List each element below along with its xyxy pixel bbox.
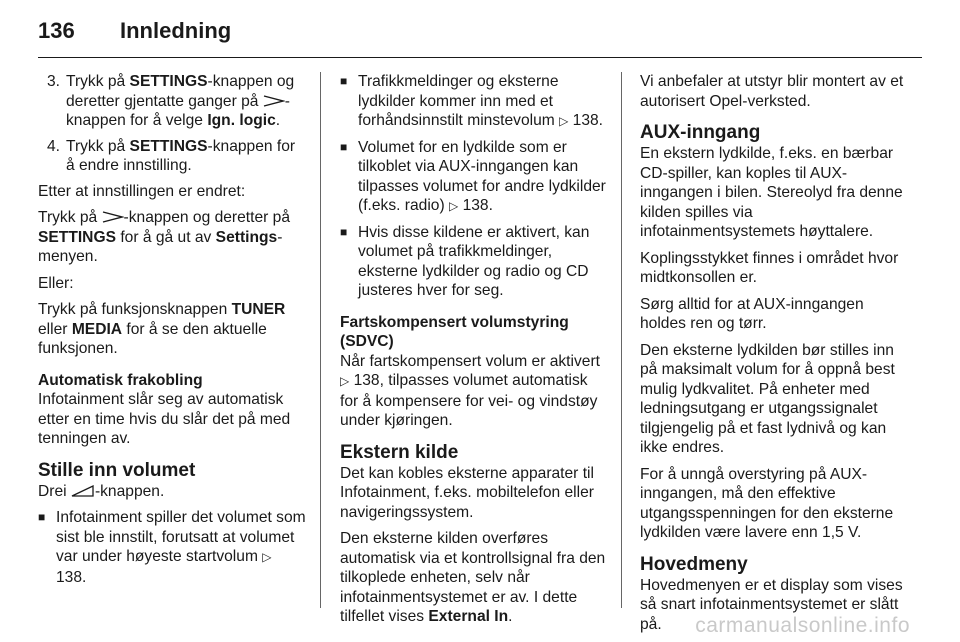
step-4 <box>38 137 306 176</box>
header-divider <box>38 57 922 58</box>
bullet-icon: ■ <box>340 224 348 239</box>
paragraph: Etter at innstillingen er endret: <box>38 182 246 200</box>
column-divider-1 <box>320 72 321 608</box>
paragraph: Vi anbefaler at utstyr blir montert av et autorisert Opel-verksted. <box>640 73 904 110</box>
bullet-icon: ■ <box>38 510 46 524</box>
list-item-text: Hvis disse kildene er aktivert, kan volumet på trafikkmeldinger, eksterne lydkilder og radio og CD justeres hver for seg. <box>358 223 590 299</box>
column-1 <box>38 72 306 593</box>
paragraph: Den eksterne kilden overføres automatisk via et kontrollsignal fra den tilkoplede enheten, selv når infotainmentsystemet er av. I dette tilfellet vises External In. <box>340 530 606 625</box>
watermark: carmanualsonline.info <box>695 614 910 637</box>
paragraph: Infotainment slår seg av automatisk etter en time hvis du slår det på med tenningen av. <box>38 391 291 447</box>
arrow-next-icon <box>102 211 124 223</box>
back-key-icon <box>71 485 95 497</box>
paragraph: Det kan kobles eksterne apparater til Infotainment, f.eks. mobiltelefon eller navigeringssystem. <box>340 464 594 521</box>
paragraph: Hovedmenyen er et display som vises så snart infotainmentsystemet er slått på. <box>640 576 903 633</box>
subheading: Automatisk frakobling <box>38 371 203 389</box>
list-item <box>38 508 306 587</box>
step-number: 4. <box>46 137 60 155</box>
paragraph: Sørg alltid for at AUX-inngangen holdes ren og tørr. <box>640 295 864 332</box>
paragraph: Når fartskompensert volum er aktivert ▷ 138, tilpasses volumet automatisk for å kompensere for vei- og vindstøy under kjøringen. <box>340 352 600 429</box>
paragraph: Koplingsstykket finnes i området hvor midtkonsollen er. <box>640 249 899 286</box>
arrow-next-icon <box>263 95 285 107</box>
paragraph: En ekstern lydkilde, f.eks. en bærbar CD-spiller, kan koples til AUX-inngangen i bilen. Stereolyd fra denne kilden spilles via infotainmentsystemets høyttalere. <box>640 145 903 240</box>
column-3 <box>640 72 910 641</box>
paragraph: Drei -knappen. <box>38 482 165 500</box>
list-item-text: Trafikkmeldinger og eksterne lydkilder kommer inn med et forhåndsinnstilt minstevolum ▷ 138. <box>358 73 603 129</box>
step-3 <box>38 72 306 131</box>
paragraph: Trykk på -knappen og deretter på SETTINGS for å gå ut av Settings-menyen. <box>38 209 290 265</box>
page-ref-triangle-icon: ▷ <box>449 199 459 213</box>
paragraph: For å unngå overstyring på AUX-inngangen, må den effektive utgangsspenningen for den eksterne lydkilden være lavere enn 1,5 V. <box>640 465 894 541</box>
page-header <box>38 18 231 48</box>
column-divider-2 <box>621 72 622 608</box>
list-item-text: Volumet for en lydkilde som er tilkoblet via AUX-inngangen kan tilpasses volumet for andre lydkilder (f.eks. radio) ▷ 138. <box>358 138 606 214</box>
page-ref-triangle-icon: ▷ <box>340 374 350 388</box>
step-text: Trykk på SETTINGS-knappen og deretter gjentatte ganger på -knappen for å velge Ign. logic. <box>66 73 295 129</box>
section-heading: Hovedmeny <box>640 553 748 575</box>
section-heading: Stille inn volumet <box>38 459 196 481</box>
paragraph: Eller: <box>38 274 74 292</box>
bullet-icon: ■ <box>340 74 348 88</box>
list-item-text: Infotainment spiller det volumet som sist ble innstilt, forutsatt at volumet var under høyeste startvolum ▷ 138. <box>56 509 306 586</box>
page-ref-triangle-icon: ▷ <box>262 550 272 564</box>
paragraph: Trykk på funksjonsknappen TUNER eller MEDIA for å se den aktuelle funksjonen. <box>38 301 286 357</box>
paragraph: Den eksterne lydkilden bør stilles inn på maksimalt volum for å oppnå best mulig lydkvalitet. På enheter med ledningsutgang er utgangssignalet tilgjengelig på et fast lydnivå og kan ikke endres. <box>640 341 895 456</box>
step-number: 3. <box>46 73 60 90</box>
subheading: Fartskompensert volumstyring (SDVC) <box>340 313 569 350</box>
list-item <box>340 223 608 301</box>
page-number: 136 <box>38 18 75 43</box>
page-ref-triangle-icon: ▷ <box>559 114 569 128</box>
section-heading: AUX-inngang <box>640 122 761 143</box>
column-2 <box>340 72 608 634</box>
section-heading: Ekstern kilde <box>340 441 459 463</box>
chapter-title: Innledning <box>120 18 232 43</box>
list-item <box>340 72 608 132</box>
bullet-icon: ■ <box>340 139 348 154</box>
list-item <box>340 138 608 217</box>
step-text: Trykk på SETTINGS-knappen for å endre innstilling. <box>66 137 296 174</box>
